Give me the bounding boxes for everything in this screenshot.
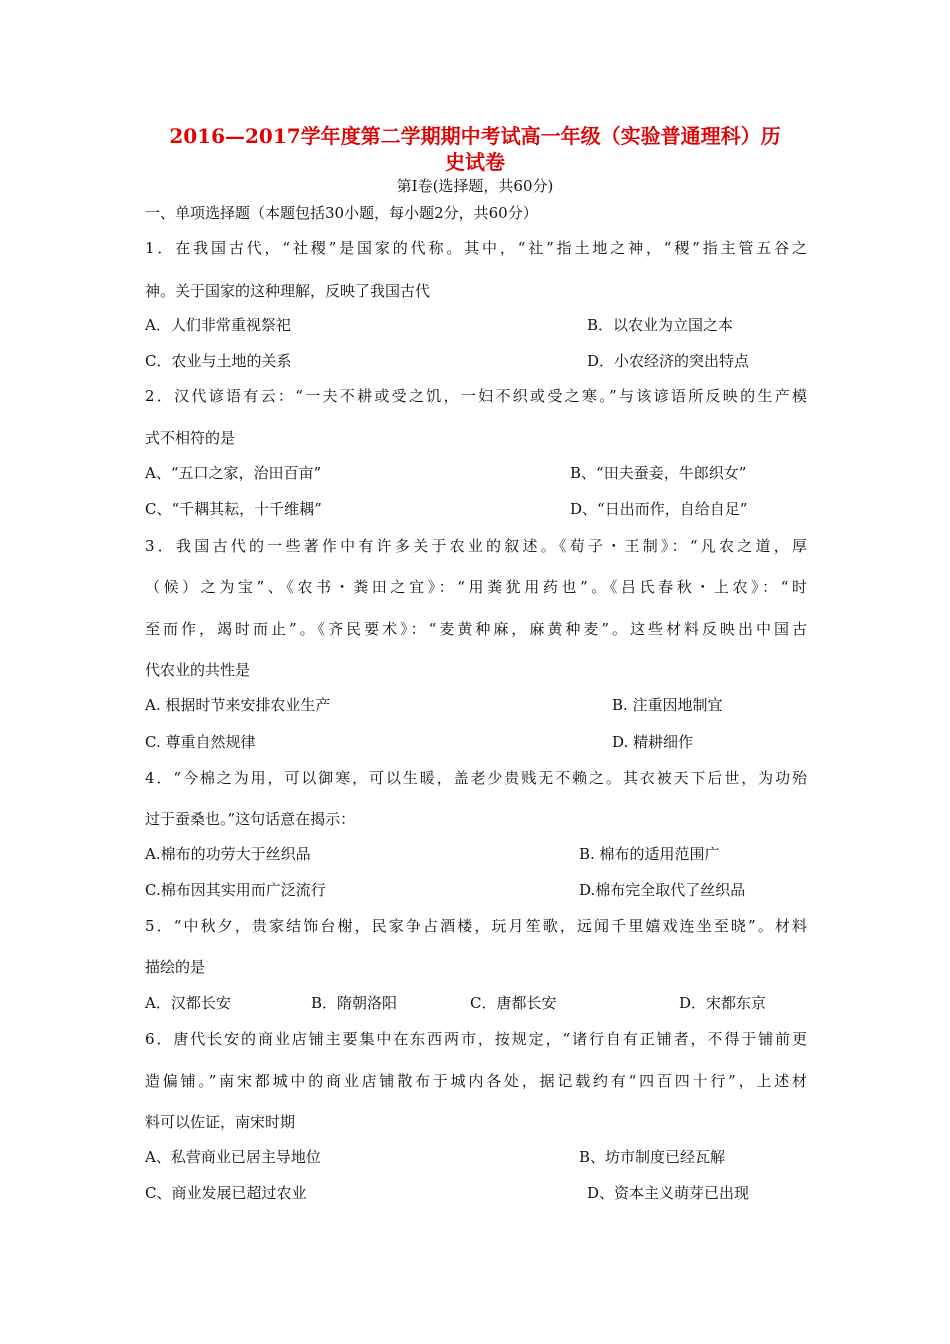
section-heading: 第Ⅰ卷(选择题，共60分) bbox=[396, 177, 554, 195]
option-d: D、“日出而作，自给自足” bbox=[570, 500, 748, 518]
option-c: C．唐都长安 bbox=[470, 994, 557, 1012]
option-c: C.棉布因其实用而广泛流行 bbox=[145, 881, 326, 899]
option-d: D. 精耕细作 bbox=[612, 733, 694, 751]
question-3-text: （候）之为宝”、《农书・粪田之宜》：“用粪犹用药也”。《吕氏春秋・上农》：“时 bbox=[145, 578, 807, 596]
option-b: B. 注重因地制宜 bbox=[612, 696, 723, 714]
question-2-text: 2．汉代谚语有云：“一夫不耕或受之饥，一妇不织或受之寒。”与该谚语所反映的生产模 bbox=[145, 387, 807, 405]
question-1-text: 神。关于国家的这种理解，反映了我国古代 bbox=[145, 282, 431, 300]
option-b: B．隋朝洛阳 bbox=[311, 994, 398, 1012]
question-3-text: 至而作，竭时而止”。《齐民要术》：“麦黄种麻，麻黄种麦”。这些材料反映出中国古 bbox=[145, 620, 807, 638]
option-a: A、私营商业已居主导地位 bbox=[145, 1148, 321, 1166]
option-a: A、“五口之家，治田百亩” bbox=[145, 464, 322, 482]
option-b: B. 棉布的适用范围广 bbox=[579, 845, 720, 863]
option-c: C．农业与土地的关系 bbox=[145, 352, 292, 370]
question-1-text: 1．在我国古代，“社稷”是国家的代称。其中，“社”指土地之神，“稷”指主管五谷之 bbox=[145, 239, 807, 257]
option-a: A．人们非常重视祭祀 bbox=[145, 316, 291, 334]
question-6-text: 6．唐代长安的商业店铺主要集中在东西两市，按规定，“诸行自有正铺者，不得于铺前更 bbox=[145, 1030, 807, 1048]
question-2-text: 式不相符的是 bbox=[145, 429, 236, 447]
question-3-text: 代农业的共性是 bbox=[145, 661, 251, 679]
option-d: D．小农经济的突出特点 bbox=[587, 352, 750, 370]
question-4-text: 过于蚕桑也。”这句话意在揭示： bbox=[145, 810, 356, 828]
question-6-text: 造偏铺。”南宋都城中的商业店铺散布于城内各处，据记载约有“四百四十行”，上述材 bbox=[145, 1072, 807, 1090]
option-b: B、“田夫蚕妾，牛郎织女” bbox=[570, 464, 747, 482]
exam-title-line-1: 2016—2017学年度第二学期期中考试高一年级（实验普通理科）历 bbox=[169, 124, 781, 148]
option-b: B、坊市制度已经瓦解 bbox=[579, 1148, 726, 1166]
option-a: A．汉都长安 bbox=[145, 994, 231, 1012]
option-d: D、资本主义萌芽已出现 bbox=[587, 1184, 750, 1202]
question-3-text: 3．我国古代的一些著作中有许多关于农业的叙述。《荀子・王制》：“凡农之道，厚 bbox=[145, 537, 807, 555]
question-6-text: 料可以佐证，南宋时期 bbox=[145, 1113, 296, 1131]
exam-title-line-2: 史试卷 bbox=[445, 150, 505, 174]
question-5-text: 描绘的是 bbox=[145, 958, 206, 976]
question-4-text: 4．“今棉之为用，可以御寒，可以生暖，盖老少贵贱无不赖之。其衣被天下后世，为功殆 bbox=[145, 769, 807, 787]
option-d: D．宋都东京 bbox=[679, 994, 767, 1012]
option-c: C、“千耦其耘，十千维耦” bbox=[145, 500, 322, 518]
option-b: B．以农业为立国之本 bbox=[587, 316, 734, 334]
option-a: A. 根据时节来安排农业生产 bbox=[145, 696, 331, 714]
option-d: D.棉布完全取代了丝织品 bbox=[579, 881, 746, 899]
option-a: A.棉布的功劳大于丝织品 bbox=[145, 845, 311, 863]
question-5-text: 5．“中秋夕，贵家结饰台榭，民家争占酒楼，玩月笙歌，远闻千里嬉戏连坐至晓”。材料 bbox=[145, 917, 807, 935]
section-instruction: 一、单项选择题（本题包括30小题，每小题2分，共60分） bbox=[145, 204, 538, 222]
option-c: C. 尊重自然规律 bbox=[145, 733, 256, 751]
option-c: C、商业发展已超过农业 bbox=[145, 1184, 307, 1202]
